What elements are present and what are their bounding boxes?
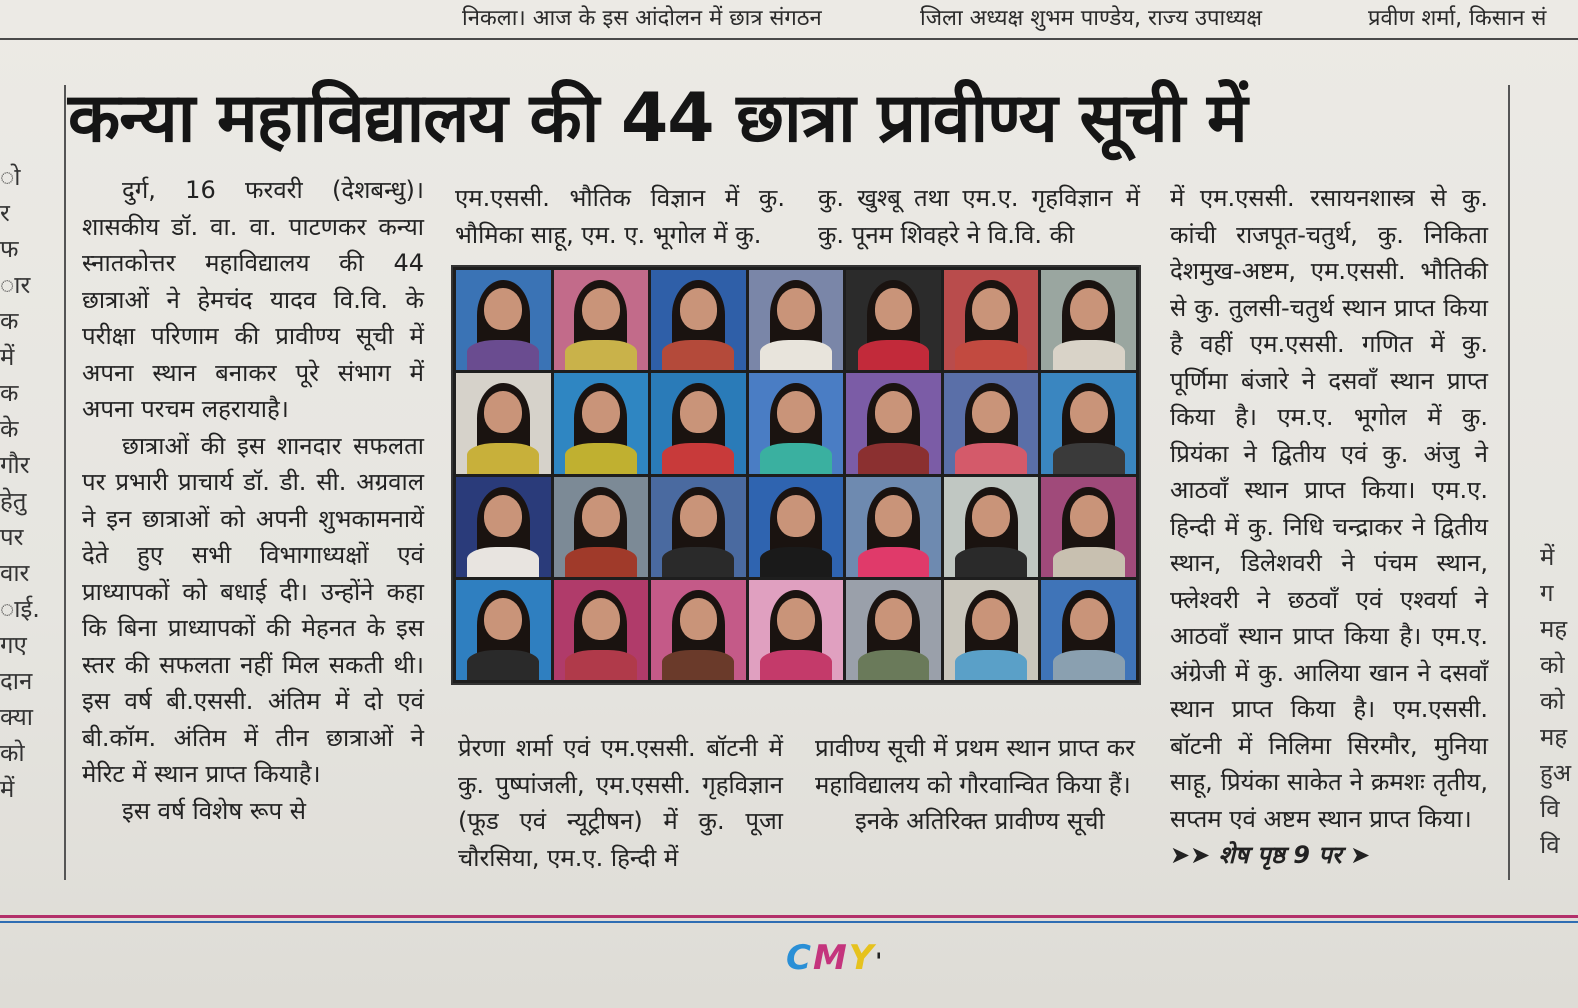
article-column-4 [1170,180,1488,874]
clothing-shape [565,547,637,577]
face-shape [875,391,913,433]
clothing-shape [565,443,637,473]
left-fragment-text: गौर [0,451,30,479]
left-fragment-text: र [0,199,10,227]
student-photo [456,270,551,370]
face-shape [972,288,1010,330]
student-photo [456,580,551,680]
face-shape [972,391,1010,433]
left-column-fragment [0,160,40,808]
right-fragment-text: में [1540,543,1555,571]
clothing-shape [662,443,734,473]
clothing-shape [662,650,734,680]
clothing-shape [1053,340,1125,370]
clothing-shape [467,650,539,680]
clothing-shape [565,340,637,370]
face-shape [875,495,913,537]
student-photo [749,270,844,370]
left-fragment-text: गए [0,631,27,659]
student-photo [456,373,551,473]
article-column-3-bottom [815,730,1135,840]
article-column-2-top [455,180,785,253]
paragraph-2: छात्राओं की इस शानदार सफलता पर प्रभारी प्राचार्य डॉ. डी. सी. अग्रवाल ने इन छात्राओं को अपनी शुभकामनायें देते हुए सभी विभागाध्यक्षों एवं प्राध्यापकों को बधाई दी। उन्होंने कहा कि बिना प्राध्यापकों की मेहनत के इस स्तर की सफलता नहीं मिल सकती थी। इस वर्ष बी.एससी. अंतिम में दो एवं बी.कॉम. अंतिम में तीन छात्राओं ने मेरिट में स्थान प्राप्त कियाहै। [82,431,424,788]
right-fragment-text: ग [1540,579,1554,607]
face-shape [1070,598,1108,640]
paragraph-col2-top: एम.एससी. भौतिक विज्ञान में कु. भौमिका साहू, एम. ए. भूगोल में कु. [455,184,785,249]
clothing-shape [955,443,1027,473]
student-photo [846,580,941,680]
face-shape [777,598,815,640]
student-photo [846,373,941,473]
student-photo [554,270,649,370]
paragraph-col4: में एम.एससी. रसायनशास्त्र से कु. कांची राजपूत-चतुर्थ, कु. निकिता देशमुख-अष्टम, एम.एससी. भौतिकी से कु. तुलसी-चतुर्थ स्थान प्राप्त किया है वहीं एम.एससी. गणित में कु. पूर्णिमा बंजारे ने दसवाँ स्थान प्राप्त किया है। एम.ए. भूगोल में कु. प्रियंका ने द्वितीय एवं कु. अंजु ने आठवाँ स्थान प्राप्त किया। एम.ए. हिन्दी में कु. निधि चन्द्राकर ने द्वितीय स्थान, डिलेशवरी ने पंचम स्थान, फ्लेश्वरी ने छठवाँ एवं एश्वर्या ने आठवाँ स्थान प्राप्त किया है। एम.ए. अंग्रेजी में कु. आलिया खान ने दसवाँ स्थान प्राप्त किया है। एम.एससी. बॉटनी में निलिमा सिरमौर, मुनिया साहू, प्रियंका साकेत ने क्रमशः तृतीय, सप्तम एवं अष्टम स्थान प्राप्त किया। [1170,184,1488,833]
cmy-print-mark [786,938,884,978]
face-shape [680,495,718,537]
student-photo [554,373,649,473]
student-photo [554,477,649,577]
student-photo-collage [451,265,1141,685]
face-shape [484,391,522,433]
face-shape [777,391,815,433]
student-photo [651,477,746,577]
student-photo [749,580,844,680]
column-rule-left [64,85,66,880]
face-shape [582,391,620,433]
student-photo [846,270,941,370]
face-shape [1070,495,1108,537]
cmy-k: ' [875,950,885,975]
face-shape [777,495,815,537]
right-fragment-text: को [1540,687,1565,715]
face-shape [875,598,913,640]
student-photo [846,477,941,577]
clothing-shape [760,547,832,577]
student-photo [456,477,551,577]
student-photo [1041,270,1136,370]
student-photo [651,373,746,473]
face-shape [484,598,522,640]
top-strip [0,0,1578,34]
right-fragment-text: वि [1540,831,1560,859]
clothing-shape [955,650,1027,680]
left-fragment-text: को [0,739,25,767]
headline: कन्या महाविद्यालय की 44 छात्रा प्रावीण्य सूची में [68,79,1247,158]
left-fragment-text: ो [0,163,21,191]
left-fragment-text: के [0,415,19,443]
clothing-shape [467,340,539,370]
face-shape [1070,288,1108,330]
left-fragment-text: हेतु [0,487,27,515]
face-shape [680,598,718,640]
paragraph-col3-top: कु. खुश्बू तथा एम.ए. गृहविज्ञान में कु. पूनम शिवहरे ने वि.वि. की [818,184,1140,249]
student-photo [944,373,1039,473]
clothing-shape [1053,547,1125,577]
student-photo [651,580,746,680]
face-shape [875,288,913,330]
left-fragment-text: फ [0,235,19,263]
student-photo [944,580,1039,680]
left-fragment-text: ाई. [0,595,40,623]
clothing-shape [858,443,930,473]
clothing-shape [858,340,930,370]
face-shape [972,495,1010,537]
left-fragment-text: दान [0,667,33,695]
bottom-rule-blue [0,921,1578,923]
paragraph-3: इस वर्ष विशेष रूप से [122,796,306,825]
face-shape [582,288,620,330]
student-photo [944,270,1039,370]
face-shape [680,288,718,330]
paragraph-col2-bottom: प्रेरणा शर्मा एवं एम.एससी. बॉटनी में कु. पुष्पांजली, एम.एससी. गृहविज्ञान (फूड एवं न्यूट्रीषन) में कु. पूजा चौरसिया, एम.ए. हिन्दी में [458,734,783,872]
clothing-shape [565,650,637,680]
top-rule [0,38,1578,40]
face-shape [1070,391,1108,433]
clothing-shape [1053,443,1125,473]
right-fragment-text: को [1540,651,1565,679]
face-shape [777,288,815,330]
face-shape [484,495,522,537]
top-fragment-3: प्रवीण शर्मा, किसान सं [1368,6,1547,31]
article-column-3-top [818,180,1140,253]
clothing-shape [467,443,539,473]
left-fragment-text: क [0,307,19,335]
left-fragment-text: पर [0,523,24,551]
clothing-shape [760,443,832,473]
left-fragment-text: क [0,379,19,407]
cmy-c: C [786,938,813,978]
student-photo [1041,373,1136,473]
paragraph-col3-bottom: प्रावीण्य सूची में प्रथम स्थान प्राप्त कर महाविद्यालय को गौरवान्वित किया हैं। [815,734,1135,799]
cmy-m: M [812,938,849,978]
left-fragment-text: ार [0,271,31,299]
paragraph-1: दुर्ग, 16 फरवरी (देशबन्धु)। शासकीय डॉ. वा. वा. पाटणकर कन्या स्नातकोत्तर महाविद्यालय की 44 छात्राओं ने हेमचंद यादव वि.वि. के परीक्षा परिणाम की प्रावीण्य सूची में अपना स्थान बनाकर पूरे संभाग में अपना परचम लहरायाहै। [82,176,424,423]
article-column-2-bottom [458,730,783,876]
top-fragment-2: जिला अध्यक्ष शुभम पाण्डेय, राज्य उपाध्यक्ष [920,6,1263,31]
clothing-shape [467,547,539,577]
right-fragment-text: वि [1540,795,1560,823]
clothing-shape [662,340,734,370]
right-fragment-text: हुअ [1540,759,1572,787]
face-shape [582,495,620,537]
right-fragment-text: मह [1540,723,1568,751]
column-rule-right [1508,85,1510,880]
face-shape [582,598,620,640]
student-photo [1041,477,1136,577]
face-shape [680,391,718,433]
student-photo [749,477,844,577]
right-fragment-text: मह [1540,615,1568,643]
article-column-1 [82,172,424,829]
clothing-shape [858,650,930,680]
face-shape [484,288,522,330]
student-photo [554,580,649,680]
student-photo [749,373,844,473]
clothing-shape [1053,650,1125,680]
left-fragment-text: वार [0,559,30,587]
face-shape [972,598,1010,640]
cmy-y: Y [848,938,876,978]
paragraph-col3-bottom-2: इनके अतिरिक्त प्रावीण्य सूची [855,807,1105,835]
clothing-shape [760,650,832,680]
clothing-shape [955,340,1027,370]
student-photo [944,477,1039,577]
student-photo [651,270,746,370]
clothing-shape [858,547,930,577]
left-fragment-text: में [0,343,15,371]
left-fragment-text: क्या [0,703,33,731]
bottom-rule-magenta [0,915,1578,918]
clothing-shape [662,547,734,577]
clothing-shape [760,340,832,370]
top-fragment-1: निकला। आज के इस आंदोलन में छात्र संगठन [462,6,822,31]
continued-on-page-link[interactable]: ➤➤ शेष पृष्ठ 9 पर ➤ [1170,841,1371,869]
right-column-fragment [1540,540,1578,864]
left-fragment-text: में [0,775,15,803]
student-photo [1041,580,1136,680]
clothing-shape [955,547,1027,577]
